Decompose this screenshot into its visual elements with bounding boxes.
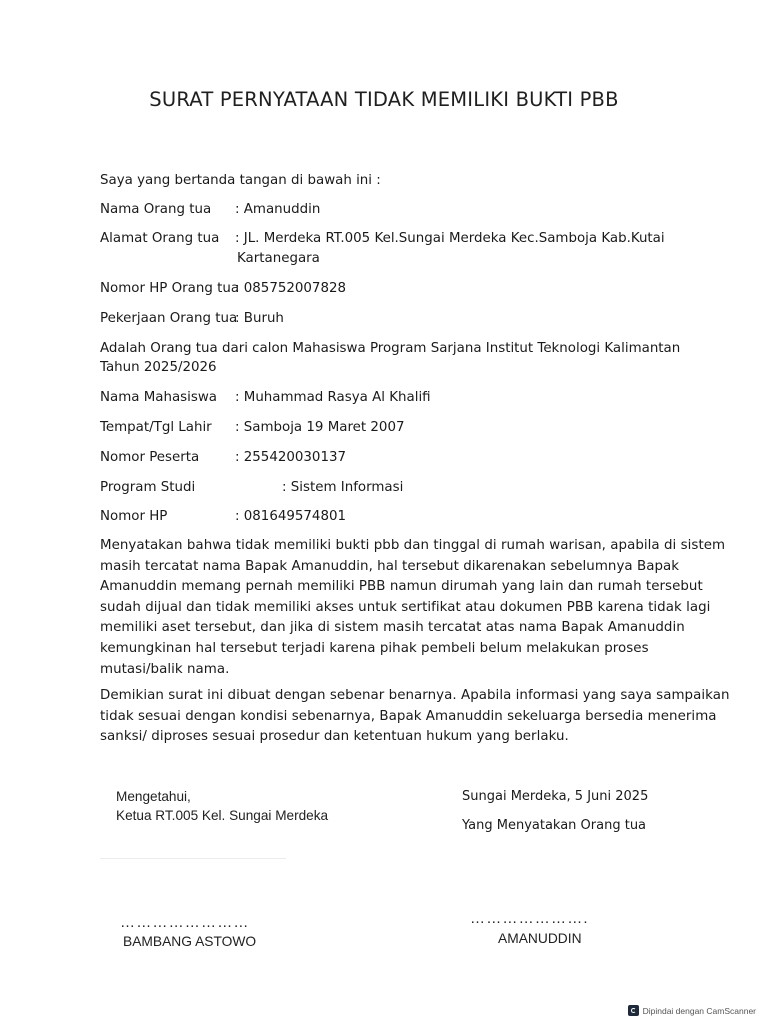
- sign-right-place-date: Sungai Merdeka, 5 Juni 2025: [462, 789, 649, 804]
- student-name-label: Nama Mahasiswa: [100, 390, 218, 405]
- student-participant-label: Nomor Peserta: [100, 450, 200, 465]
- paragraph-line: memiliki aset tersebut, dan jika di sistem masih tercatat atas nama Bapak Amanuddin: [100, 620, 685, 636]
- statement-line-2: Tahun 2025/2026: [100, 360, 217, 375]
- student-birth-value: : Samboja 19 Maret 2007: [235, 420, 405, 435]
- scan-artifact-line: [100, 858, 286, 859]
- document-title: SURAT PERNYATAAN TIDAK MEMILIKI BUKTI PBB: [149, 88, 619, 111]
- paragraph-line: mutasi/balik nama.: [100, 661, 230, 677]
- paragraph-line: masih tercatat nama Bapak Amanuddin, hal tersebut dikarenakan sebelumnya Bapak: [100, 558, 680, 574]
- paragraph-line: Menyatakan bahwa tidak memiliki bukti pbb dan tinggal di rumah warisan, apabila di sistem: [100, 538, 726, 553]
- student-phone-label: Nomor HP: [100, 509, 168, 524]
- parent-job-label: Pekerjaan Orang tua: [100, 311, 238, 326]
- student-birth-label: Tempat/Tgl Lahir: [100, 420, 212, 435]
- watermark-text: Dipindai dengan CamScanner: [642, 1005, 756, 1016]
- sign-left-role: Ketua RT.005 Kel. Sungai Merdeka: [116, 808, 329, 823]
- parent-phone-label: Nomor HP Orang tua: [100, 281, 240, 296]
- parent-address-value-cont: Kartanegara: [237, 251, 320, 266]
- sign-left-name: BAMBANG ASTOWO: [123, 934, 257, 949]
- sign-left-acknowledge: Mengetahui,: [116, 789, 191, 804]
- scanner-watermark: [628, 1005, 756, 1016]
- paragraph-line: Amanuddin memang pernah memiliki PBB namun dirumah yang lain dan rumah tersebut: [100, 579, 703, 595]
- parent-name-label: Nama Orang tua: [100, 202, 212, 217]
- paragraph-line: tidak sesuai dengan kondisi sebenarnya, Bapak Amanuddin sekeluarga bersedia menerima: [100, 708, 717, 724]
- student-program-label: Program Studi: [100, 480, 196, 495]
- camscanner-icon: [628, 1005, 639, 1016]
- student-name-value: : Muhammad Rasya Al Khalifi: [235, 390, 431, 405]
- intro-text: Saya yang bertanda tangan di bawah ini :: [100, 173, 381, 188]
- paragraph-line: Demikian surat ini dibuat dengan sebenar benarnya. Apabila informasi yang saya sampaikan: [100, 688, 730, 703]
- parent-address-value: : JL. Merdeka RT.005 Kel.Sungai Merdeka Kec.Samboja Kab.Kutai: [235, 231, 665, 246]
- sign-left-dotted-line: ……………………: [120, 914, 250, 931]
- sign-right-name: AMANUDDIN: [498, 931, 582, 946]
- paragraph-line: sanksi/ diproses sesuai prosedur dan ketentuan hukum yang berlaku.: [100, 729, 569, 745]
- paragraph-line: kemungkinan hal tersebut terjadi karena pihak pembeli belum melakukan proses: [100, 640, 649, 656]
- student-participant-value: : 255420030137: [235, 450, 347, 465]
- sign-right-role: Yang Menyatakan Orang tua: [462, 818, 647, 833]
- student-program-value: : Sistem Informasi: [282, 480, 404, 495]
- sign-right-dotted-line: ………………….: [470, 910, 589, 927]
- student-phone-value: : 081649574801: [235, 509, 347, 524]
- statement-paragraph: [100, 536, 726, 680]
- parent-name-value: : Amanuddin: [235, 202, 321, 217]
- paragraph-line: sudah dijual dan tidak memiliki akses untuk sertifikat atau dokumen PBB karena tidak lagi: [100, 599, 711, 615]
- parent-job-value: : Buruh: [235, 311, 284, 326]
- closing-paragraph: [100, 686, 730, 748]
- parent-address-label: Alamat Orang tua: [100, 231, 220, 246]
- parent-phone-value: : 085752007828: [235, 281, 347, 296]
- statement-line-1: Adalah Orang tua dari calon Mahasiswa Program Sarjana Institut Teknologi Kalimantan: [100, 341, 681, 356]
